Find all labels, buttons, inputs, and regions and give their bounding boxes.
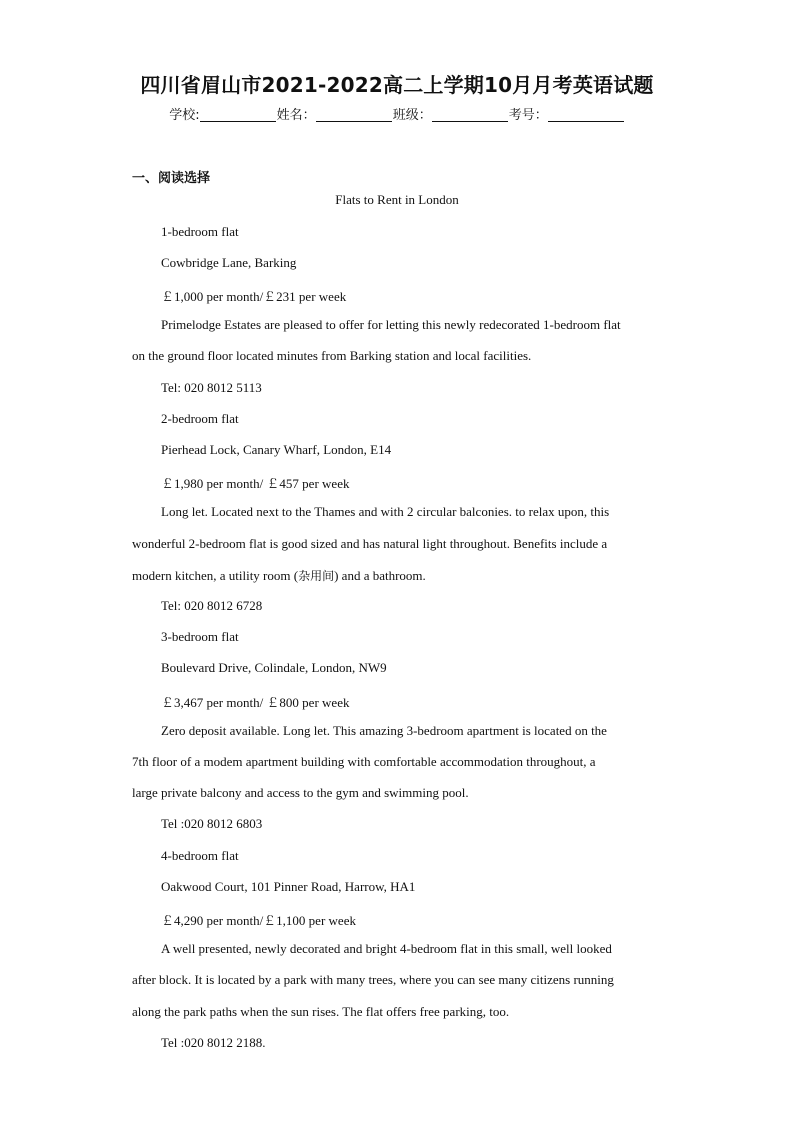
- flat-description-line: [132, 567, 426, 584]
- flat-description-line: Primelodge Estates are pleased to offer for letting this newly redecorated 1-bedroom flat: [161, 317, 621, 332]
- flat-description-line: on the ground floor located minutes from Barking station and local facilities.: [132, 348, 532, 363]
- school-label: 学校:: [169, 108, 200, 123]
- flat-address: Pierhead Lock, Canary Wharf, London, E14: [161, 442, 392, 457]
- flat-description-line: 7th floor of a modem apartment building with comfortable accommodation throughout, a: [132, 754, 596, 769]
- flat-address: Oakwood Court, 101 Pinner Road, Harrow, HA1: [161, 879, 416, 894]
- flat-tel: Tel: 020 8012 6728: [161, 598, 263, 613]
- article-title: Flats to Rent in London: [335, 192, 459, 207]
- flat-price: ￡3,467 per month/ ￡800 per week: [161, 695, 350, 710]
- student-info-line: [0, 104, 794, 123]
- flat-address: Cowbridge Lane, Barking: [161, 255, 297, 270]
- class-blank[interactable]: [432, 107, 508, 122]
- desc-text: ) and a bathroom.: [334, 568, 426, 583]
- flat-description-line: after block. It is located by a park with many trees, where you can see many citizens running: [132, 972, 614, 987]
- desc-text: modern kitchen, a utility room (: [132, 568, 299, 583]
- class-label: 班级：: [392, 108, 432, 123]
- school-blank[interactable]: [200, 107, 276, 122]
- flat-type: 2-bedroom flat: [161, 411, 239, 426]
- name-blank[interactable]: [316, 107, 392, 122]
- flat-price: ￡4,290 per month/￡1,100 per week: [161, 913, 356, 928]
- flat-description-line: large private balcony and access to the gym and swimming pool.: [132, 785, 469, 800]
- exam-title: 四川省眉山市2021-2022高二上学期10月月考英语试题: [140, 73, 654, 97]
- flat-tel: Tel :020 8012 2188.: [161, 1035, 266, 1050]
- flat-tel: Tel :020 8012 6803: [161, 816, 263, 831]
- number-blank[interactable]: [548, 107, 624, 122]
- flat-type: 3-bedroom flat: [161, 629, 239, 644]
- desc-annotation: 杂用间: [298, 569, 335, 583]
- flat-description-line: wonderful 2-bedroom flat is good sized and has natural light throughout. Benefits include a: [132, 536, 608, 551]
- flat-type: 1-bedroom flat: [161, 224, 239, 239]
- flat-description-line: Zero deposit available. Long let. This amazing 3-bedroom apartment is located on the: [161, 723, 607, 738]
- flat-description-line: A well presented, newly decorated and bright 4-bedroom flat in this small, well looked: [161, 941, 612, 956]
- number-label: 考号：: [508, 108, 548, 123]
- flat-description-line: along the park paths when the sun rises. The flat offers free parking, too.: [132, 1004, 510, 1019]
- flat-type: 4-bedroom flat: [161, 848, 239, 863]
- flat-tel: Tel: 020 8012 5113: [161, 380, 262, 395]
- flat-price: ￡1,980 per month/ ￡457 per week: [161, 476, 350, 491]
- flat-price: ￡1,000 per month/￡231 per week: [161, 289, 347, 304]
- flat-address: Boulevard Drive, Colindale, London, NW9: [161, 660, 387, 675]
- section-title: 一、阅读选择: [132, 171, 211, 186]
- flat-description-line: Long let. Located next to the Thames and with 2 circular balconies. to relax upon, this: [161, 504, 610, 519]
- name-label: 姓名：: [276, 108, 316, 123]
